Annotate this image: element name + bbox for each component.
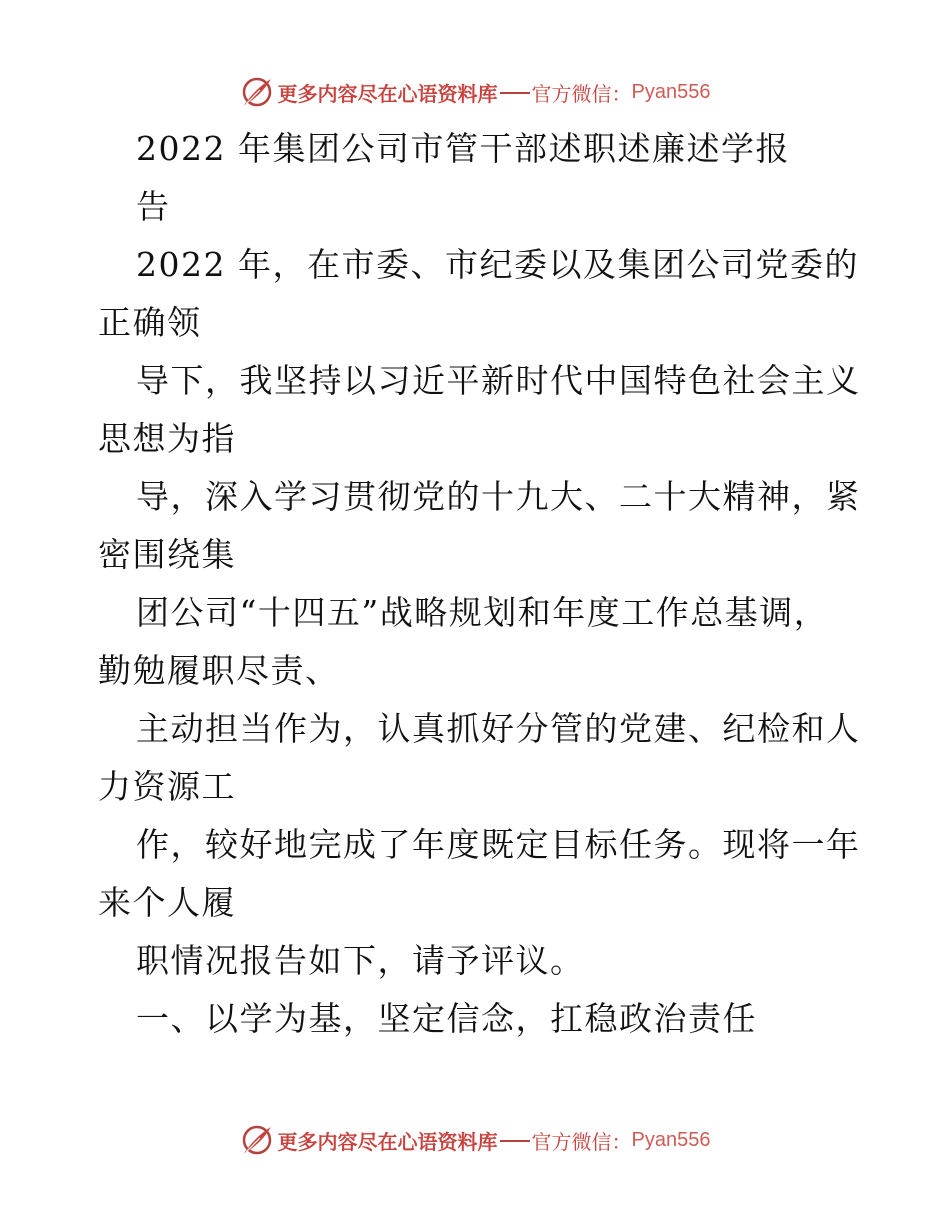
promo-text: 更多内容尽在心语资料库 bbox=[277, 81, 498, 106]
quill-pen-logo-icon bbox=[240, 1123, 274, 1157]
paragraph-line: 导下，我坚持以习近平新时代中国特色社会主义 bbox=[136, 361, 861, 400]
paragraph-line: 力资源工 bbox=[98, 767, 236, 806]
document-body bbox=[98, 120, 861, 1048]
paragraph-line: 2022 年，在市委、市纪委以及集团公司党委的 bbox=[136, 245, 859, 284]
separator-dash bbox=[500, 92, 530, 94]
paragraph-line: 作，较好地完成了年度既定目标任务。现将一年 bbox=[136, 825, 861, 864]
paragraph-line: 团公司“十四五”战略规划和年度工作总基调， bbox=[136, 593, 829, 632]
paragraph-line: 主动担当作为，认真抓好分管的党建、纪检和人 bbox=[136, 709, 861, 748]
paragraph-line: 密围绕集 bbox=[98, 535, 236, 574]
document-title-line-1: 2022 年集团公司市管干部述职述廉述学报 bbox=[136, 129, 790, 168]
paragraph-line: 职情况报告如下，请予评议。 bbox=[136, 941, 585, 980]
wechat-label: 官方微信： bbox=[531, 1129, 632, 1154]
header-watermark-banner bbox=[0, 72, 950, 112]
wechat-id: Pyan556 bbox=[631, 1128, 711, 1151]
footer-watermark-banner bbox=[0, 1120, 950, 1160]
paragraph-line: 勤勉履职尽责、 bbox=[98, 651, 340, 690]
document-title-line-2: 告 bbox=[136, 187, 171, 226]
paragraph-line: 正确领 bbox=[98, 303, 202, 342]
separator-dash bbox=[500, 1140, 530, 1142]
wechat-label: 官方微信： bbox=[531, 81, 632, 106]
quill-pen-logo-icon bbox=[240, 75, 274, 109]
section-heading: 一、以学为基，坚定信念，扛稳政治责任 bbox=[136, 999, 757, 1038]
paragraph-line: 思想为指 bbox=[98, 419, 236, 458]
promo-text: 更多内容尽在心语资料库 bbox=[277, 1129, 498, 1154]
wechat-id: Pyan556 bbox=[631, 80, 711, 103]
paragraph-line: 导，深入学习贯彻党的十九大、二十大精神，紧 bbox=[136, 477, 861, 516]
paragraph-line: 来个人履 bbox=[98, 883, 236, 922]
